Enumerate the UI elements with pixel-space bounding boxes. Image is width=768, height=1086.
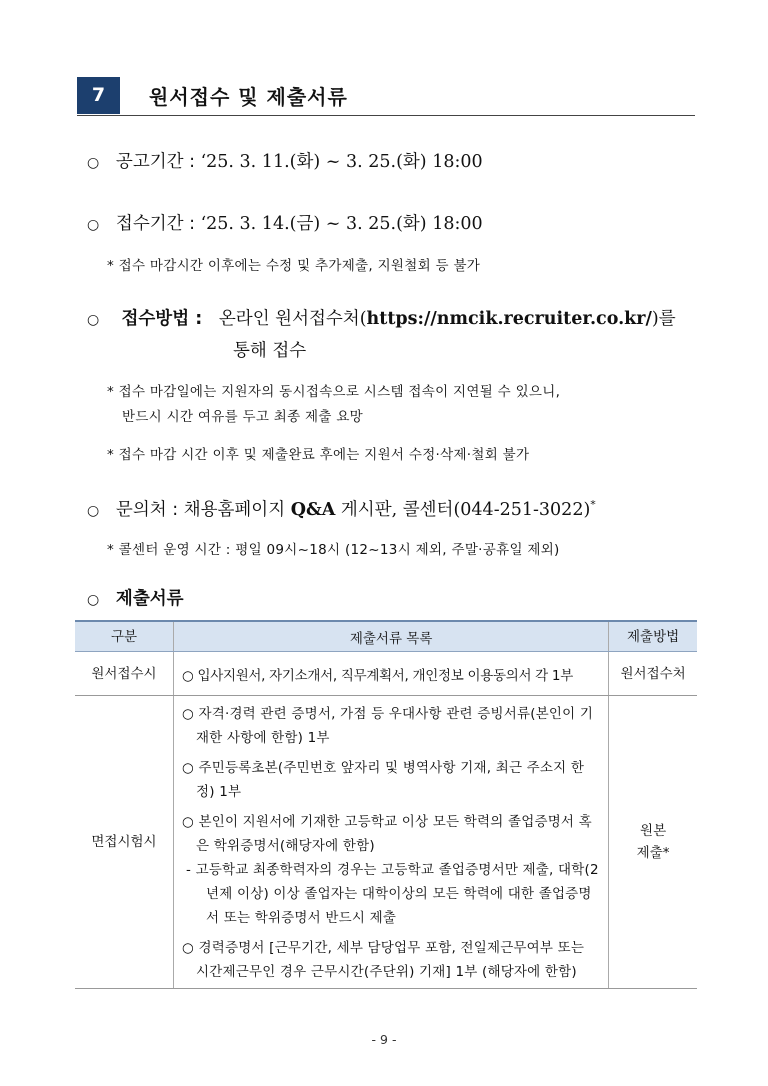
bullet: ○ (87, 155, 100, 171)
page-number: - 9 - (371, 1032, 397, 1047)
table-row (75, 696, 697, 989)
apply-method-line2: 통해 접수 (233, 341, 307, 361)
apply-method-note1-line2: 반드시 시간 여유를 두고 최종 제출 요망 (122, 409, 364, 425)
apply-url-link[interactable]: https://nmcik.recruiter.co.kr/ (366, 309, 652, 329)
documents-table (75, 620, 697, 989)
table-row (75, 652, 697, 696)
section-title: 원서접수 및 제출서류 (149, 85, 348, 109)
apply-method-label: 접수방법 : (121, 309, 203, 329)
apply-method-suffix: )를 (651, 309, 676, 329)
contact-prefix: 채용홈페이지 (183, 500, 286, 520)
row2-category: 면접시험시 (75, 696, 174, 989)
apply-method-line (87, 305, 676, 330)
notice-period-label: 공고기간 : (115, 152, 196, 172)
documents-line (87, 585, 184, 610)
row2-method-line1: 원본 (640, 823, 667, 839)
doc-subitem: - 고등학교 최종학력자의 경우는 고등학교 졸업증명서만 제출, 대학(2년제 이상) 이상 졸업자는 대학이상의 모든 학력에 대한 졸업증명서 또는 학위증명서 반드시 제출 (186, 862, 599, 926)
documents-label: 제출서류 (115, 589, 184, 609)
bullet: ○ (87, 503, 100, 519)
doc-item: ○ 본인이 지원서에 기재한 고등학교 이상 모든 학력의 졸업증명서 혹은 학위증명서(해당자에 한함) (182, 814, 592, 854)
row2-method (609, 696, 697, 989)
bullet: ○ (87, 592, 100, 608)
doc-item: ○ 자격·경력 관련 증명서, 가점 등 우대사항 관련 증빙서류(본인이 기재한 사항에 한함) 1부 (182, 706, 594, 746)
contact-label: 문의처 : (115, 500, 179, 520)
apply-period-line (87, 210, 483, 235)
notice-period-line (87, 148, 483, 173)
section-header (77, 77, 695, 116)
header-category: 구분 (75, 621, 174, 652)
doc-item: ○ 경력증명서 [근무기간, 세부 담당업무 포함, 전일제근무여부 또는 시간제근무인 경우 근무시간(주단위) 기재] 1부 (해당자에 한함) (182, 940, 585, 980)
apply-period-note: * 접수 마감시간 이후에는 수정 및 추가제출, 지원철회 등 불가 (107, 258, 481, 274)
table-header-row (75, 621, 697, 652)
row1-method: 원서접수처 (609, 652, 697, 696)
bullet: ○ (87, 312, 100, 328)
apply-method-prefix: 온라인 원서접수처( (218, 309, 367, 329)
header-method: 제출방법 (609, 621, 697, 652)
section-number: 7 (77, 77, 120, 114)
header-documents: 제출서류 목록 (174, 621, 609, 652)
apply-period-label: 접수기간 : (115, 214, 196, 234)
row1-category: 원서접수시 (75, 652, 174, 696)
row2-docs (174, 696, 609, 989)
apply-period-value: ‘25. 3. 14.(금) ~ 3. 25.(화) 18:00 (200, 214, 483, 234)
notice-period-value: ‘25. 3. 11.(화) ~ 3. 25.(화) 18:00 (200, 152, 483, 172)
row2-method-line2: 제출* (636, 845, 670, 861)
apply-method-note1-line1: * 접수 마감일에는 지원자의 동시접속으로 시스템 접속이 지연될 수 있으니, (107, 384, 561, 400)
bullet: ○ (87, 217, 100, 233)
doc-item: ○ 주민등록초본(주민번호 앞자리 및 병역사항 기재, 최근 주소지 한정) 1부 (182, 760, 585, 800)
contact-qa: Q&A (290, 500, 336, 520)
contact-mid: 게시판, 콜센터(044-251-3022) (340, 500, 591, 520)
row1-doc: ○ 입사지원서, 자기소개서, 직무계획서, 개인정보 이용동의서 각 1부 (174, 652, 609, 696)
contact-line (87, 496, 596, 521)
contact-note: * 콜센터 운영 시간 : 평일 09시~18시 (12~13시 제외, 주말·공휴일 제외) (107, 542, 560, 558)
apply-method-note2: * 접수 마감 시간 이후 및 제출완료 후에는 지원서 수정·삭제·철회 불가 (107, 447, 530, 463)
contact-star: * (590, 498, 596, 512)
